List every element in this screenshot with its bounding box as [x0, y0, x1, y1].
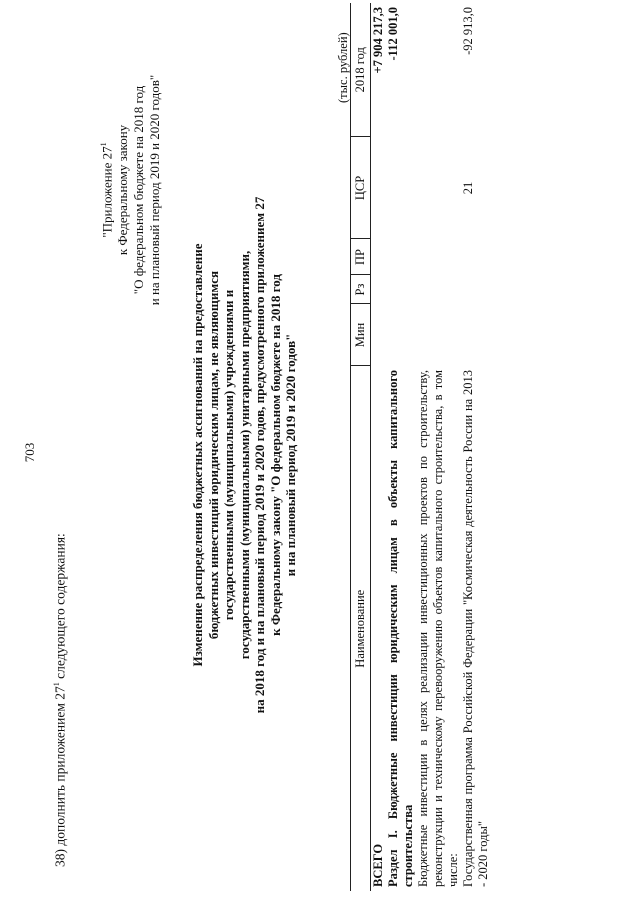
- cell-pr: [416, 239, 461, 275]
- cell-min: [461, 304, 491, 366]
- appendix-header-line3: "О федеральном бюджете на 2018 год: [131, 85, 147, 295]
- header-pr: ПР: [351, 239, 371, 275]
- heading-line: государственными (муниципальными) унитарными предприятиями,: [236, 250, 252, 660]
- cell-pr: [386, 239, 416, 275]
- intro-superscript: 1: [52, 682, 61, 687]
- cell-rz: [386, 275, 416, 304]
- header-rz: Рз: [351, 275, 371, 304]
- heading-line: бюджетных инвестиций юридическим лицам, не являющимся: [205, 270, 221, 640]
- cell-name: Раздел I. Бюджетные инвестиции юридическим лицам в объекты капитального строительства: [386, 370, 415, 887]
- table-header-row: [351, 3, 371, 891]
- header-name: Наименование: [351, 366, 371, 891]
- cell-csr: [371, 137, 387, 239]
- table-row: [371, 3, 387, 891]
- cell-name: ВСЕГО: [371, 843, 385, 887]
- cell-rz: [461, 275, 491, 304]
- heading-line: к Федеральному закону "О федеральном бюджете на 2018 год: [267, 274, 283, 636]
- cell-csr: 21: [461, 181, 475, 195]
- budget-table: [350, 3, 491, 891]
- cell-name: Бюджетные инвестиции в целях реализации инвестиционных проектов по строительству, реконструкции и техническому перевооружению объектов капитального строительства, в том числе:: [416, 370, 460, 887]
- heading-line: на 2018 год и на плановый период 2019 и 2020 годов, предусмотренного приложением 27: [252, 196, 267, 714]
- cell-name: Государственная программа Российской Федерации "Космическая деятельность России на 2013 - 2020 годы": [461, 370, 490, 887]
- cell-min: [386, 304, 416, 366]
- cell-pr: [371, 239, 387, 275]
- appendix-header-line1: [96, 5, 115, 375]
- units-label: (тыс. рублей): [336, 32, 350, 103]
- page-number: 703: [22, 442, 37, 463]
- cell-csr: [386, 137, 416, 239]
- table-row: [386, 3, 416, 891]
- header-value: 2018 год: [351, 3, 371, 137]
- cell-min: [416, 304, 461, 366]
- appendix-header: [96, 5, 163, 375]
- appendix-superscript: 1: [99, 142, 108, 147]
- document-heading: [190, 45, 299, 865]
- heading-line: государственными (муниципальными) учреждениями и: [221, 289, 236, 621]
- cell-value: -112 001,0: [386, 7, 400, 61]
- table-row: [461, 3, 491, 891]
- intro-text-end: следующего содержания:: [52, 533, 68, 683]
- cell-rz: [371, 275, 387, 304]
- appendix-title: "Приложение 27: [99, 146, 115, 238]
- heading-line: и на плановый период 2019 и 2020 годов": [283, 333, 298, 577]
- table-row: [416, 3, 461, 891]
- cell-value: -92 913,0: [461, 7, 475, 55]
- header-csr: ЦСР: [351, 137, 371, 239]
- header-min: Мин: [351, 304, 371, 366]
- heading-line: Изменение распределения бюджетных ассигнований на предоставление: [190, 243, 205, 667]
- cell-pr: [461, 239, 491, 275]
- cell-rz: [416, 275, 461, 304]
- cell-csr: [416, 137, 461, 239]
- appendix-header-line4: и на плановый период 2019 и 2020 годов": [147, 74, 163, 306]
- cell-value: [416, 3, 461, 137]
- intro-text-start: 38) дополнить приложением 27: [52, 686, 68, 867]
- appendix-header-line2: к Федеральному закону: [115, 124, 131, 256]
- intro-text: [52, 533, 69, 867]
- cell-value: +7 904 217,3: [371, 7, 385, 74]
- cell-min: [371, 304, 387, 366]
